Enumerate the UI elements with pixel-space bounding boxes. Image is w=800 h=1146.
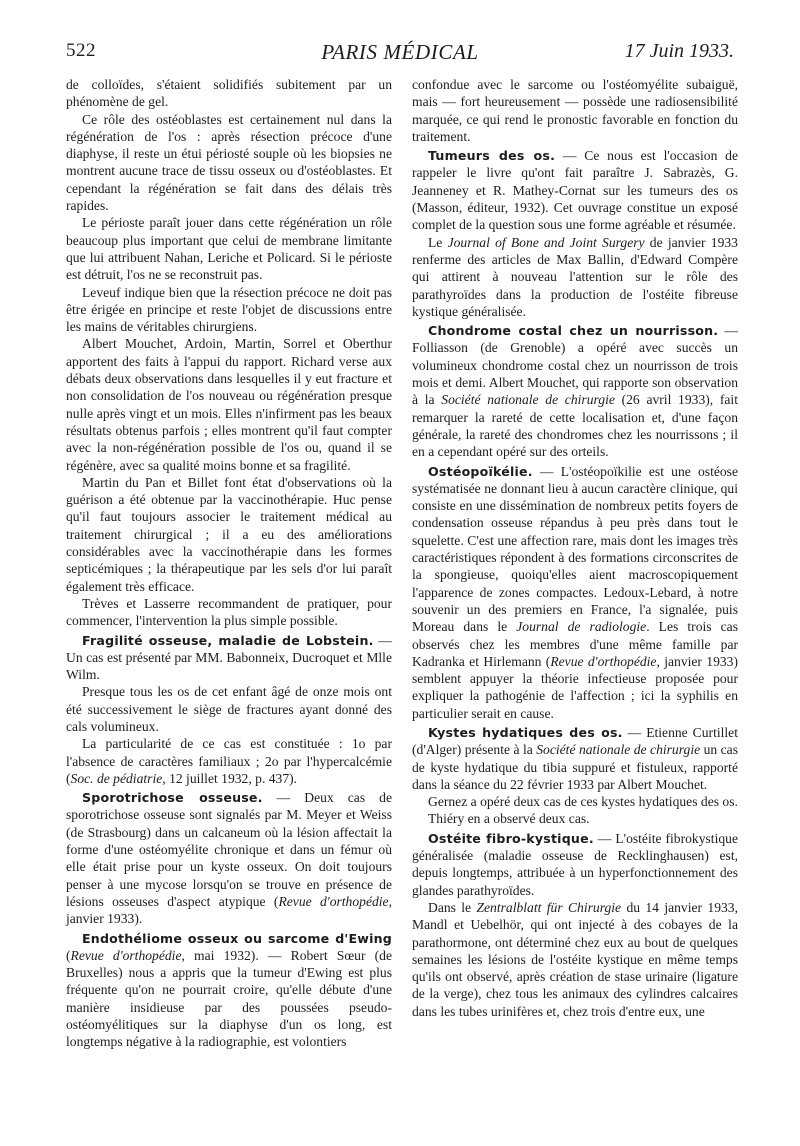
section-text: — Un cas est présenté par MM. Babonneix, Ducroquet et Mlle Wilm. [66, 632, 392, 683]
left-column [66, 76, 392, 1051]
section-heading: Tumeurs des os. [428, 148, 556, 164]
citation: Zentralblatt für Chirurgie [476, 899, 622, 915]
section-text: — Deux cas de sporotrichose osseuse sont signalés par M. Meyer et Weiss (de Strasbourg) dans un calcaneum où la lésion affectait la forme d'une ostéomyélite chronique et dans un fémur où elle était prise pour un kyste osseux. On doit toujours penser à une mycose lorsqu'on se trouve en présence de lésions osseuses d'aspect atypique ( [66, 790, 392, 909]
citation: Journal of Bone and Joint Surgery [447, 234, 645, 250]
text-run: de janvier 1933 renferme des articles de Max Ballin, d'Edward Compère qui attirent à nouveau l'attention sur le rôle des parathyroïdes dans la production de l'ostéite fibreuse kystique généralisée. [412, 234, 738, 319]
section-heading: Ostéopoïkélie. [428, 463, 533, 479]
section-sporotrichose [66, 789, 392, 927]
text-run: La particularité de ce cas est constituée : 1o par l'absence de caractères familiaux ; 2o par l'hypercalcémie ( [66, 736, 392, 786]
section-osteopoikelie [412, 463, 738, 722]
text-run: un cas de kyste hydatique du tibia suppuré et fistuleux, rapporté dans la séance du 22 février 1933 par Albert Mouchet. [412, 742, 739, 792]
citation: Journal de radiologie [516, 619, 647, 635]
paragraph [412, 234, 738, 320]
section-text: , mai 1932). — Robert Sœur (de Bruxelles) nous a appris que la tumeur d'Ewing est plus fréquente qu'on ne pourrait croire, qu'elle débute d'une manière insidieuse par des poussées pseudo-ostéomyélitiques sur la diaphyse d'un os long, est longtemps négative à la radiographie, est volontiers [66, 947, 393, 1050]
paragraph [412, 899, 738, 1020]
paragraph: Martin du Pan et Billet font état d'observations où la guérison a été obtenue par la vaccinothérapie. Huc pense qu'il faut toujours associer le traitement médical au traitement chirurgical ; il a eu des améliorations considérables avec la vaccinothérapie dans les formes septicémiques ; la thérapeutique par les sels d'or lui paraît également très efficace. [66, 474, 392, 594]
section-tumeurs [412, 147, 738, 233]
section-text: — Folliasson (de Grenoble) a opéré avec succès un volumineux chondrome costal chez un nourrisson de trois mois et demi. Albert Mouchet, qui rapporte son observation à la [412, 323, 738, 408]
section-heading: Sporotrichose osseuse. [82, 790, 263, 806]
paragraph: Le périoste paraît jouer dans cette régénération un rôle beaucoup plus important que celui de membrane limitante que lui attribuent Nahan, Leriche et Policard. Si le périoste est détruit, l'os ne se reconstruit pas. [66, 215, 392, 283]
citation: Revue d'orthopédie [278, 893, 389, 909]
text-run: , janvier 1933). [66, 893, 392, 927]
citation: Revue d'orthopédie [550, 653, 657, 669]
issue-date: 17 Juin 1933. [624, 40, 734, 62]
citation: Société nationale de chirurgie [536, 742, 701, 758]
text-run: (26 avril 1933), fait remarquer la rareté de cette localisation et, d'une façon générale, la rareté des chondromes chez les nourrissons ; il en a cependant opéré sur des orteils. [412, 392, 738, 460]
section-heading: Kystes hydatiques des os. [428, 724, 623, 740]
citation: Revue d'orthopédie [70, 947, 182, 963]
paragraph: Trèves et Lasserre recommandent de pratiquer, pour commencer, l'intervention la plus simple possible. [66, 595, 392, 629]
paragraph: Albert Mouchet, Ardoin, Martin, Sorrel et Oberthur apportent des faits à l'appui du rapport. Richard verse aux débats deux observations dans lesquelles il y eut fracture et non consolidation de l'os nouveau ou régénération presque nulle après vingt et un mois. Elles n'infirment pas les beaux résultats obtenus parfois ; elles montrent qu'il faut compter avec la non-régénération possible de l'os ou, quand il se régénère, avec sa qualité moins bonne et sa fragilité. [66, 336, 392, 473]
journal-title: PARIS MÉDICAL [321, 40, 479, 64]
section-text: — Etienne Curtillet (d'Alger) présente à la [412, 724, 738, 758]
section-chondrome [412, 322, 738, 460]
text-run: du 14 janvier 1933, Mandl et Uebelhör, qui ont injecté à des cobayes de la parathormone, ont déterminé chez eux au bout de quelques semaines les lésions de l'ostéite kystique en même temps qu'ils ont observé, après création de stase urinaire (ligature de la verge), chez tous les animaux des cylindres calcaires dans les tubes urinifères et, chez trois d'entre eux, une [412, 899, 738, 1019]
paragraph: Thiéry en a observé deux cas. [428, 811, 590, 827]
section-heading: Fragilité osseuse, maladie de Lobstein. [82, 632, 374, 648]
section-text: — L'ostéite fibrokystique généralisée (maladie osseuse de Recklinghausen) est, depuis longtemps, attribuée à un hyperfonctionnement des glandes parathyroïdes. [412, 830, 738, 898]
paragraph: confondue avec le sarcome ou l'ostéomyélite subaiguë, mais — fort heureusement — possède une radiosensibilité marquée, ce qui rend le pronostic favorable en fonction du traitement. [412, 77, 738, 144]
text-run: Dans le [428, 899, 477, 915]
citation: Société nationale de chirurgie [441, 392, 615, 408]
page-number: 522 [66, 40, 96, 61]
right-column [412, 76, 738, 1020]
section-fragilite [66, 632, 392, 684]
section-ewing [66, 930, 392, 1051]
section-kystes [412, 724, 738, 793]
paragraph: Ce rôle des ostéoblastes est certainement nul dans la régénération de l'os : après résection précoce d'une diaphyse, il reste un étui périosté souple où les biopsies ne montrent aucune trace de tissu osseux ou d'ostéoblastes. Et cependant la régénération se fait dans des délais très rapides. [66, 111, 392, 214]
text-run: Le [428, 234, 448, 250]
section-heading: Chondrome costal chez un nourrisson. [428, 323, 719, 339]
paragraph: Leveuf indique bien que la résection précoce ne doit pas être érigée en principe et reste l'objet de discussions entre les mains de véritables chirurgiens. [66, 284, 392, 335]
paragraph: Gernez a opéré deux cas de ces kystes hydatiques des os. [428, 794, 738, 810]
section-osteite [412, 830, 738, 899]
paragraph: de colloïdes, s'étaient solidifiés subitement par un phénomène de gel. [66, 77, 392, 110]
section-text: — L'ostéopoïkilie est une ostéose systématisée ne donnant lieu à aucun caractère clinique, qui consiste en une dissémination de nombreux petits foyers de condensation osseuse répandus à peu près dans tout le squelette. C'est une affection rare, mais dont les images très caractéristiques répondent à des formations circonscrites de la spongieuse, quoiqu'elles aient macroscopiquement l'apparence de zones compactes. Ledoux-Lebard, à notre souvenir un des premiers en France, l'a signalée, puis Moreau dans le [412, 463, 738, 635]
text-run: . Les trois cas observés chez les membres d'une même famille par Kadranka et Hirlemann ( [412, 619, 739, 669]
section-heading: Ostéite fibro-kystique. [428, 830, 594, 846]
text-run: , janvier 1933) semblent appuyer la théorie infectieuse proposée pour expliquer la pathogénie de l'affection ; ici la syphilis en particulier serait en cause. [412, 653, 738, 721]
paragraph [66, 735, 392, 787]
section-heading: Endothéliome osseux ou sarcome d'Ewing [82, 930, 392, 946]
text-run: , 12 juillet 1932, p. 437). [162, 770, 298, 786]
citation: Soc. de pédiatrie [70, 770, 163, 786]
section-text: — Ce nous est l'occasion de rappeler le livre qu'ont fait paraître J. Sabrazès, G. Jeanneney et R. Mathey-Cornat sur les tumeurs des os (Masson, éditeur, 1932). Cet ouvrage constitue un exposé complet de la question sous une forme agréable et résumée. [412, 148, 738, 233]
page-header [66, 40, 734, 70]
text-run: ( [66, 947, 71, 963]
paragraph: Presque tous les os de cet enfant âgé de onze mois ont été successivement le siège de fractures ayant donné des cals volumineux. [66, 684, 392, 734]
